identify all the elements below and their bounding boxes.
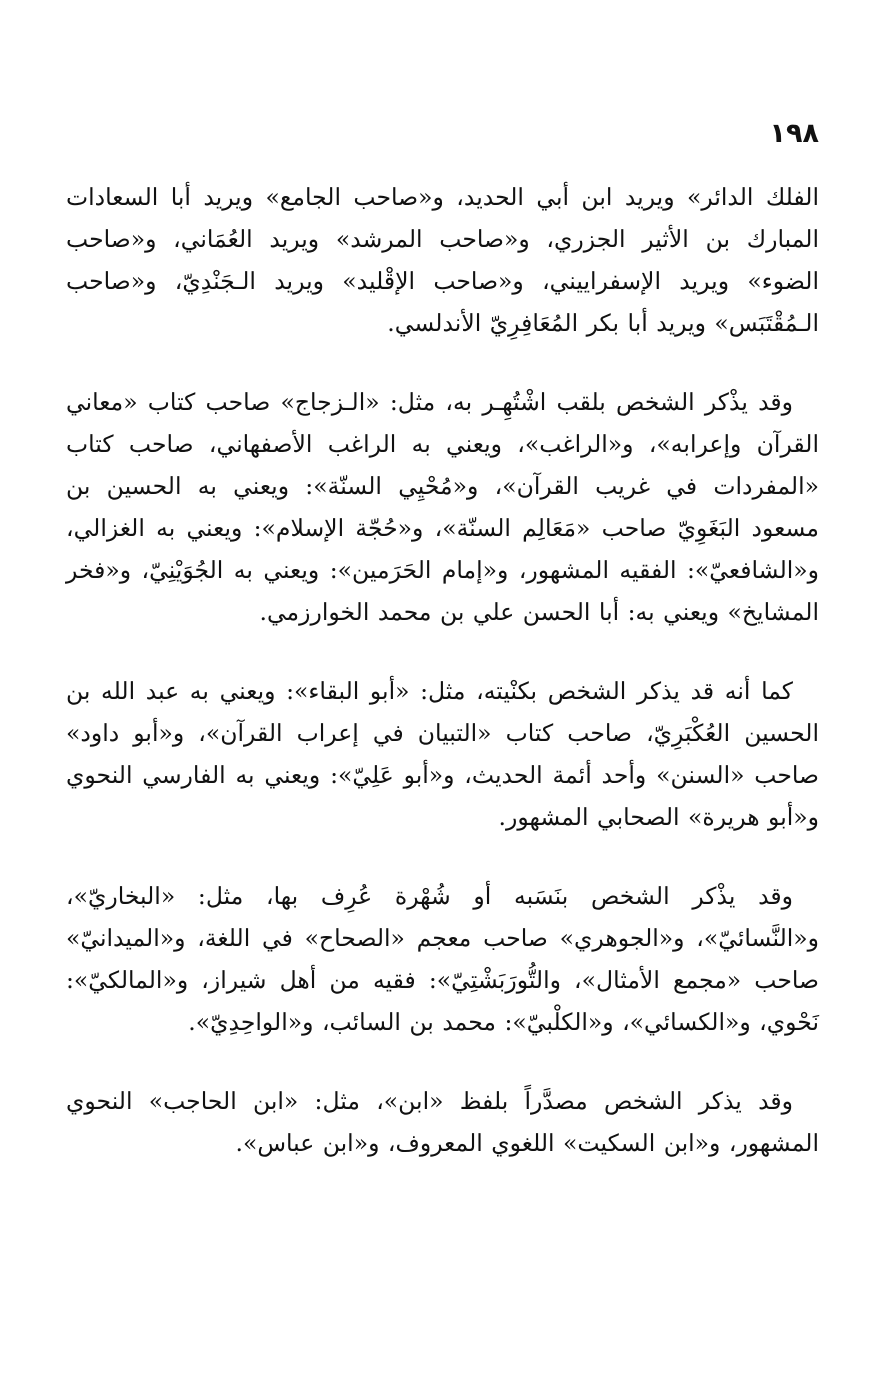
paragraph-ibn-names: وقد يذكر الشخص مصدَّراً بلفظ «ابن»، مثل: «ابن الحاجب» النحوي المشهور، و«ابن السكيت» اللغوي المعروف، و«ابن عباس». <box>66 1087 819 1157</box>
page-number: ١٩٨ <box>769 118 819 149</box>
paragraph-nisbas: وقد يذْكر الشخص بنَسَبه أو شُهْرة عُرِف بها، مثل: «البخاريّ»، و«النَّسائيّ»، و«الجوهري» صاحب معجم «الصحاح» في اللغة، و«الميدانيّ» صاحب «مجمع الأمثال»، والتُّورَبَشْتِيّ»: فقيه من أهل شيراز، و«المالكيّ»: نَحْوي، و«الكسائي»، و«الكلْبيّ»: محمد بن السائب، و«الواحِدِيّ». <box>66 882 819 1036</box>
paragraph-titles: وقد يذْكر الشخص بلقب اشْتُهِـر به، مثل: «الـزجاج» صاحب كتاب «معاني القرآن وإعرابه»، و«الراغب»، ويعني به الراغب الأصفهاني، صاحب كتاب «المفردات في غريب القرآن»، و«مُحْيِي السنّة»: ويعني به الحسين بن مسعود البَغَوِيّ صاحب «مَعَالِم السنّة»، و«حُجّة الإسلام»: ويعني به الغزالي، و«الشافعيّ»: الفقيه المشهور، و«إمام الحَرَمين»: ويعني به الجُوَيْنِيّ، و«فخر المشايخ» ويعني به: أبا الحسن علي بن محمد الخوارزمي. <box>66 388 819 626</box>
paragraph-continued: الفلك الدائر» ويريد ابن أبي الحديد، و«صاحب الجامع» ويريد أبا السعادات المبارك بن الأثير الجزري، و«صاحب المرشد» ويريد العُمَاني، و«صاحب الضوء» ويريد الإسفراييني، و«صاحب الإقْليد» ويريد الـجَنْدِيّ، و«صاحب الـمُقْتَبَس» ويريد أبا بكر المُعَافِرِيّ الأندلسي. <box>66 183 819 337</box>
page-body <box>66 176 819 1201</box>
paragraph-kunyas: كما أنه قد يذكر الشخص بكنْيته، مثل: «أبو البقاء»: ويعني به عبد الله بن الحسين العُكْبَرِيّ، صاحب كتاب «التبيان في إعراب القرآن»، و«أبو داود» صاحب «السنن» وأحد أئمة الحديث، و«أبو عَلِيّ»: ويعني به الفارسي النحوي و«أبو هريرة» الصحابي المشهور. <box>66 677 819 831</box>
